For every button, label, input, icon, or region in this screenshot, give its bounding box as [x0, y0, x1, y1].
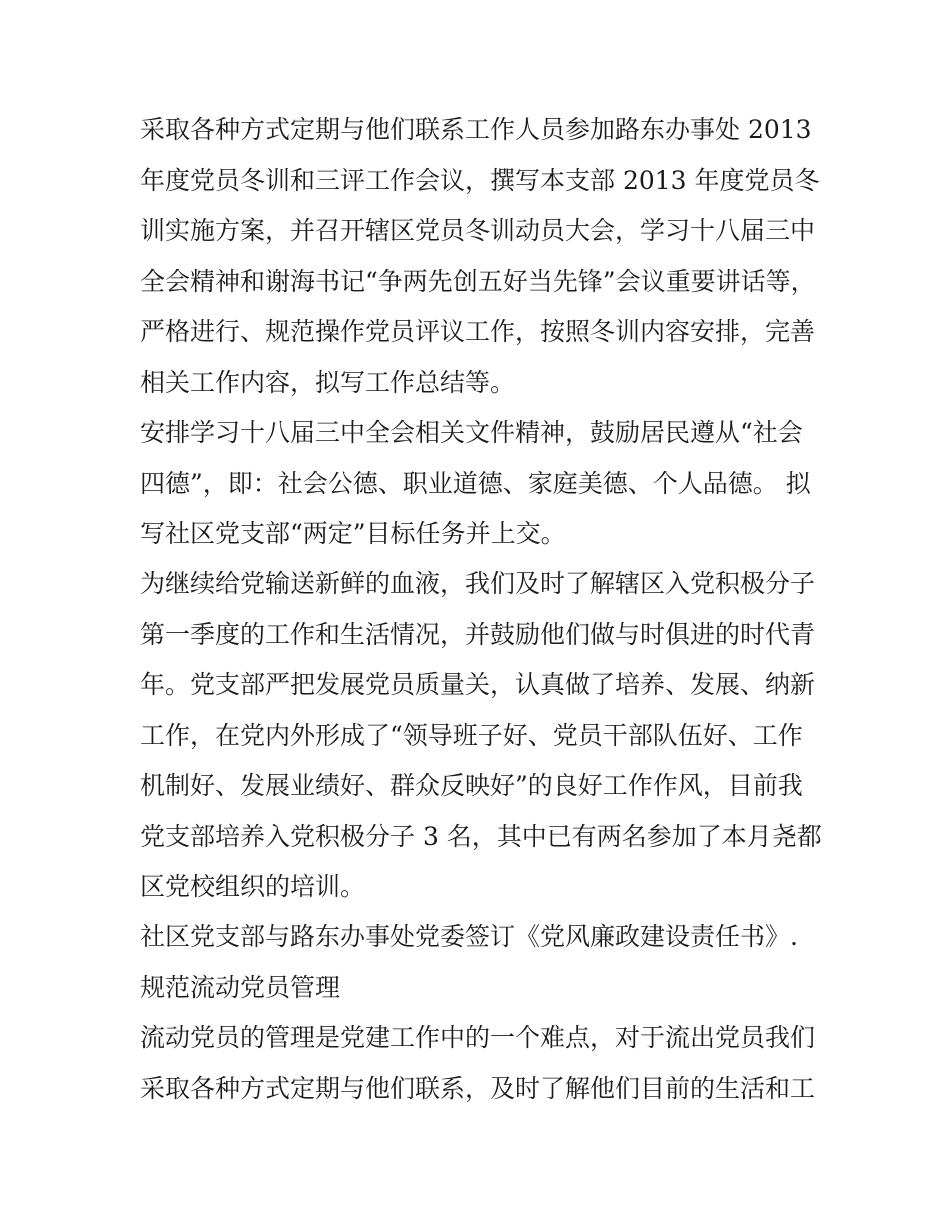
- text-line: 年度党员冬训和三评工作会议，撰写本支部 2013 年度党员冬: [140, 166, 820, 195]
- text-line: 党支部培养入党积极分子 3 名，其中已有两名参加了本月尧都: [140, 822, 822, 851]
- section-heading: 规范流动党员管理: [140, 973, 341, 1002]
- text-line: 四德”，即：社会公德、职业道德、家庭美德、个人品德。 拟: [140, 469, 811, 498]
- text-line: 年。党支部严把发展党员质量关，认真做了培养、发展、纳新: [140, 670, 816, 699]
- text-line: 相关工作内容，拟写工作总结等。: [140, 368, 516, 397]
- text-line: 采取各种方式定期与他们联系，及时了解他们目前的生活和工: [140, 1074, 816, 1103]
- text-line: 写社区党支部“两定”目标任务并上交。: [140, 519, 566, 548]
- text-line: 训实施方案，并召开辖区党员冬训动员大会，学习十八届三中: [140, 216, 816, 245]
- text-line: 安排学习十八届三中全会相关文件精神，鼓励居民遵从“社会: [140, 418, 803, 447]
- text-line: 全会精神和谢海书记“争两先创五好当先锋”会议重要讲话等，: [140, 267, 816, 296]
- text-line: 采取各种方式定期与他们联系工作人员参加路东办事处 2013: [140, 115, 812, 144]
- text-line: 社区党支部与路东办事处党委签订《党风廉政建设责任书》.: [140, 922, 798, 951]
- text-line: 流动党员的管理是党建工作中的一个难点，对于流出党员我们: [140, 1023, 816, 1052]
- text-line: 机制好、发展业绩好、群众反映好”的良好工作作风，目前我: [140, 771, 803, 800]
- text-line: 区党校组织的培训。: [140, 872, 366, 901]
- text-line: 严格进行、规范操作党员评议工作，按照冬训内容安排，完善: [140, 317, 816, 346]
- text-line: 为继续给党输送新鲜的血液，我们及时了解辖区入党积极分子: [140, 569, 816, 598]
- text-line: 工作，在党内外形成了“领导班子好、党员干部队伍好、工作: [140, 721, 803, 750]
- text-line: 第一季度的工作和生活情况，并鼓励他们做与时俱进的时代青: [140, 620, 816, 649]
